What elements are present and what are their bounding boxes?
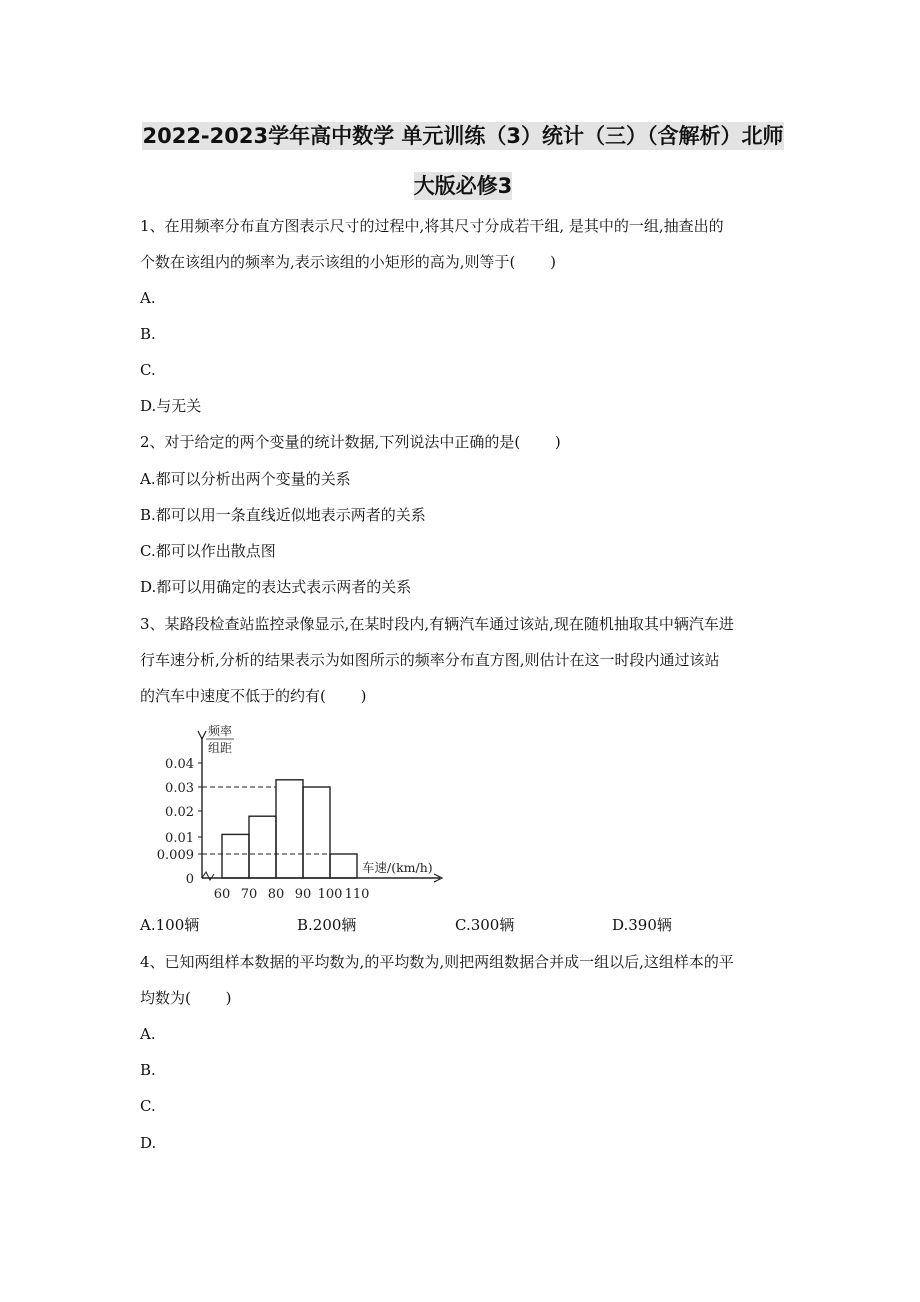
q2-option-a: A.都可以分析出两个变量的关系 — [140, 470, 351, 488]
x-tick-label: 80 — [267, 887, 285, 902]
y-axis-arrow — [198, 731, 206, 739]
y-label-numerator: 频率 — [208, 724, 233, 738]
histogram-bar — [222, 834, 249, 878]
q4-option-b: B. — [140, 1061, 156, 1079]
q4-option-a: A. — [140, 1025, 156, 1043]
q4-option-d: D. — [140, 1134, 157, 1152]
q3-option-a: A.100辆 — [140, 916, 200, 934]
x-axis-label: 车速/(km/h) — [362, 860, 433, 875]
y-tick-label: 0 — [185, 872, 194, 887]
y-tick-label: 0.03 — [165, 781, 194, 796]
x-tick-label: 110 — [344, 887, 370, 902]
frequency-histogram — [140, 715, 470, 905]
y-tick-label: 0.02 — [165, 805, 194, 820]
histogram-bar — [276, 780, 303, 878]
q2-option-c: C.都可以作出散点图 — [140, 542, 276, 560]
q3-stem-line1: 3、某路段检查站监控录像显示,在某时段内,有辆汽车通过该站,现在随机抽取其中辆汽车进 — [140, 615, 734, 633]
q3-stem-line2: 行车速分析,分析的结果表示为如图所示的频率分布直方图,则估计在这一时段内通过该站 — [140, 651, 720, 669]
q3-option-b: B.200辆 — [297, 916, 357, 934]
doc-title-line2: 大版必修3 — [413, 174, 513, 198]
y-tick-label: 0.04 — [165, 757, 194, 772]
histogram-bar — [330, 854, 357, 878]
y-tick-label: 0.009 — [156, 848, 194, 863]
q1-option-b: B. — [140, 325, 156, 343]
histogram-bar — [303, 787, 330, 878]
y-tick-label: 0.01 — [165, 831, 194, 846]
q1-option-c: C. — [140, 361, 156, 379]
q4-stem-line2: 均数为( ) — [140, 989, 232, 1007]
x-tick-label: 70 — [240, 887, 258, 902]
q4-stem-line1: 4、已知两组样本数据的平均数为,的平均数为,则把两组数据合并成一组以后,这组样本的平 — [140, 953, 734, 971]
q3-option-d: D.390辆 — [612, 916, 672, 934]
q1-stem-line1: 1、在用频率分布直方图表示尺寸的过程中,将其尺寸分成若干组, 是其中的一组,抽查出的 — [140, 217, 724, 235]
q2-stem: 2、对于给定的两个变量的统计数据,下列说法中正确的是( ) — [140, 433, 561, 451]
y-label-denominator: 组距 — [208, 741, 233, 755]
q1-option-a: A. — [140, 289, 156, 307]
histogram-bar — [249, 816, 276, 878]
x-tick-label: 90 — [294, 887, 312, 902]
doc-title-line1: 2022-2023学年高中数学 单元训练（3）统计（三）（含解析）北师 — [142, 124, 784, 148]
q1-stem-line2: 个数在该组内的频率为,表示该组的小矩形的高为,则等于( ) — [140, 253, 557, 271]
q4-option-c: C. — [140, 1097, 156, 1115]
axis-break — [202, 872, 214, 880]
x-tick-label: 100 — [317, 887, 343, 902]
x-tick-label: 60 — [213, 887, 231, 902]
q3-option-c: C.300辆 — [455, 916, 515, 934]
q2-option-b: B.都可以用一条直线近似地表示两者的关系 — [140, 506, 426, 524]
q1-option-d: D.与无关 — [140, 397, 202, 415]
q2-option-d: D.都可以用确定的表达式表示两者的关系 — [140, 578, 412, 596]
q3-stem-line3: 的汽车中速度不低于的约有( ) — [140, 687, 367, 705]
